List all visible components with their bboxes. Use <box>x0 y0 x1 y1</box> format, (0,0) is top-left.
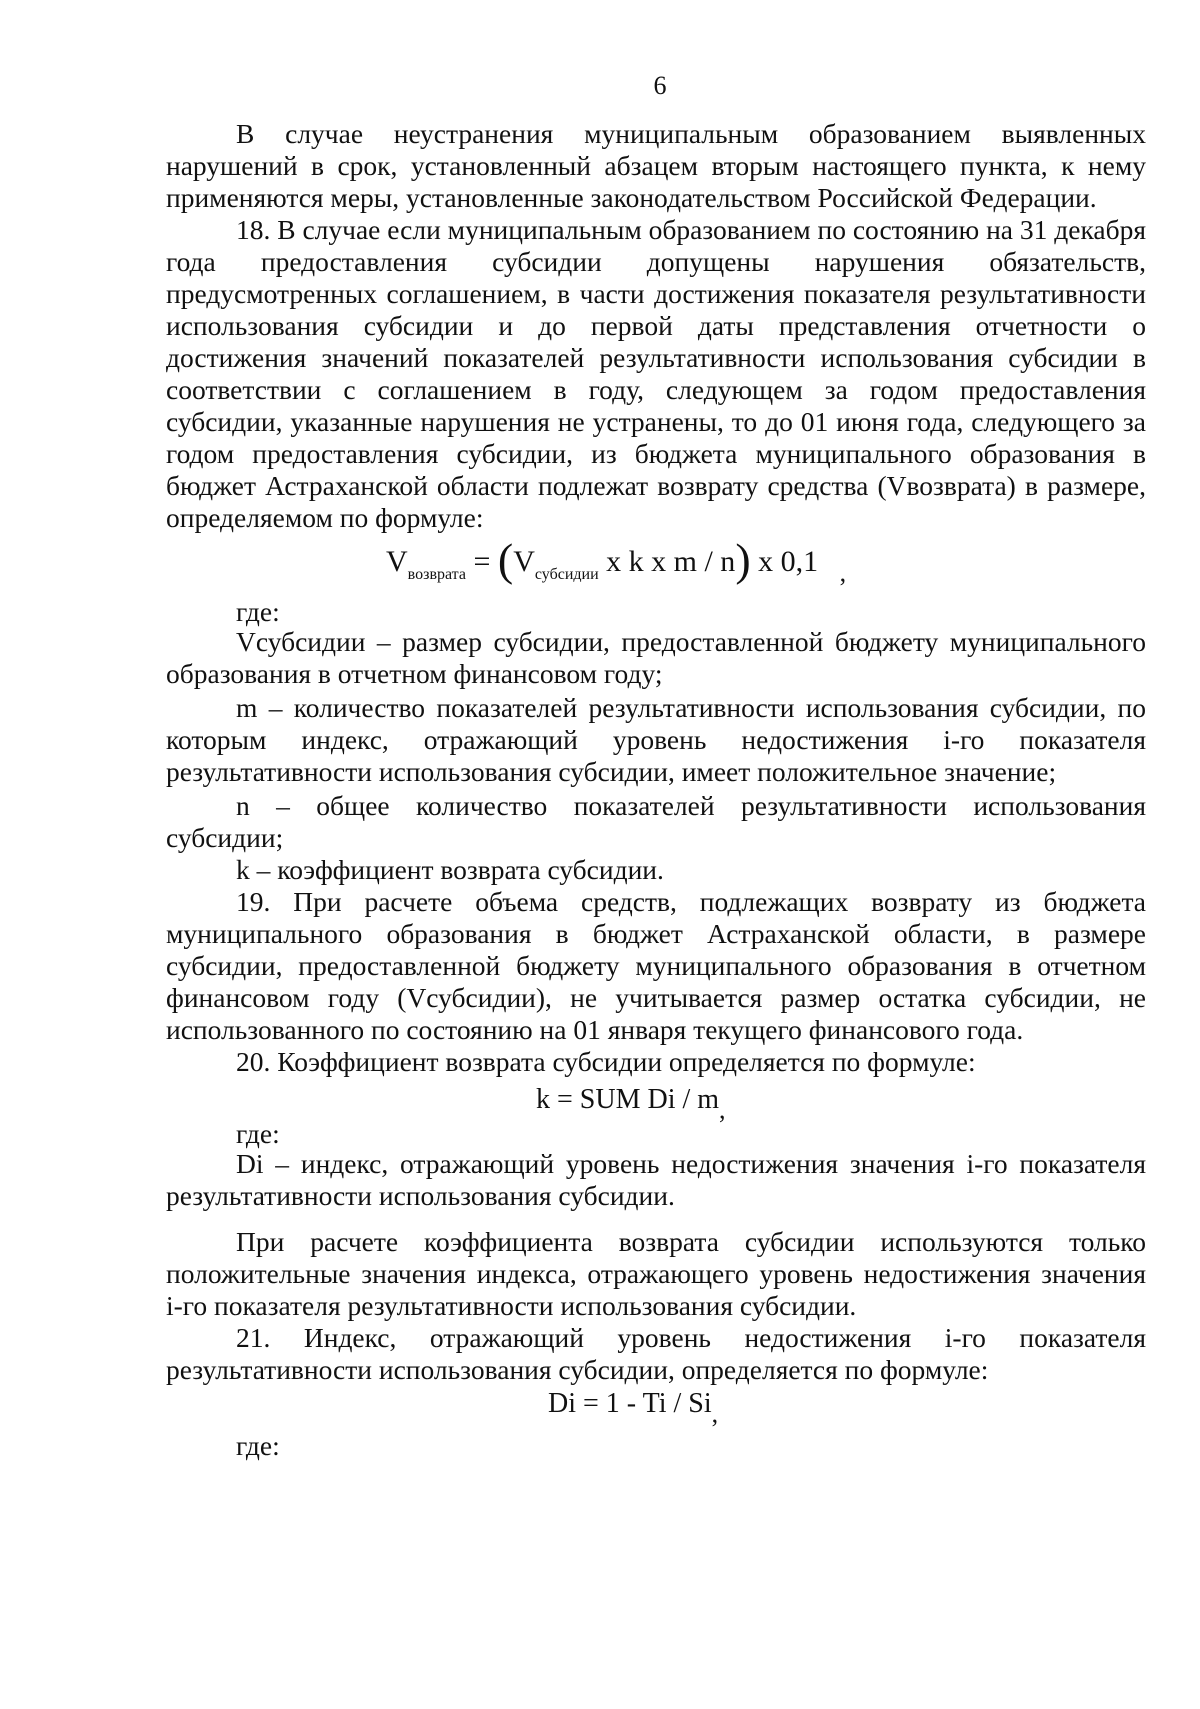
formula-tail: x 0,1 <box>758 545 819 578</box>
text-block-1 <box>166 118 1146 534</box>
paragraph-21: 21. Индекс, отражающий уровень недостижения i-го показателя результативности использования субсидии, определяется по формуле: <box>166 1322 1146 1385</box>
formula-equals: = <box>473 545 491 578</box>
paragraph-20: 20. Коэффициент возврата субсидии определяется по формуле: <box>236 1046 976 1077</box>
formula-di <box>548 1388 719 1428</box>
formula-subscript: возврата <box>407 566 466 583</box>
formula-k <box>536 1084 726 1124</box>
where-label: где: <box>236 596 280 627</box>
paragraph: В случае неустранения муниципальным образованием выявленных нарушений в срок, установленный абзацем вторым настоящего пункта, к нему применяются меры, установленные законодательством Российской Федерации. <box>166 118 1146 213</box>
paragraph-18: 18. В случае если муниципальным образованием по состоянию на 31 декабря года предоставления субсидии допущены нарушения обязательств, предусмотренных соглашением, в части достижения показателя результативности использования субсидии и до первой даты представления отчетности о достижения значений показателей результативности использования субсидии в соответствии с соглашением в году, следующем за годом предоставления субсидии, указанные нарушения не устранены, то до 01 июня года, следующего за годом предоставления субсидии, из бюджета муниципального образования в бюджет Астраханской области подлежат возврату средства (Vвозврата) в размере, определяемом по формуле: <box>166 214 1146 533</box>
page-number: 6 <box>653 71 667 100</box>
formula-v-return <box>386 534 847 587</box>
text-block-3 <box>166 1148 1146 1386</box>
formula-symbol: V <box>386 545 408 578</box>
formula-subscript: субсидии <box>534 566 599 583</box>
formula-comma: , <box>711 1399 719 1428</box>
definition-di: Di – индекс, отражающий уровень недостижения значения i-го показателя результативности использования субсидии. <box>166 1148 1146 1211</box>
formula-open-paren: ( <box>497 534 514 585</box>
definition-n: n – общее количество показателей результативности использования субсидии; <box>166 790 1146 853</box>
paragraph-coefficient: При расчете коэффициента возврата субсидии используются только положительные значения индекса, отражающего уровень недостижения значения i-го показателя результативности использования субсидии. <box>166 1226 1146 1321</box>
text-block-2 <box>166 626 1146 1078</box>
formula-expression: k = SUM Di / m <box>536 1084 720 1115</box>
formula-symbol: V <box>513 545 535 578</box>
paragraph-19: 19. При расчете объема средств, подлежащих возврату из бюджета муниципального образования в бюджет Астраханской области, в размере субсидии, предоставленной бюджету муниципального образования в отчетном финансовом году (Vсубсидии), не учитывается размер остатка субсидии, не использованного по состоянию на 01 января текущего финансового года. <box>166 886 1146 1045</box>
definition-m: m – количество показателей результативности использования субсидии, по которым индекс, отражающий уровень недостижения i-го показателя результативности использования субсидии, имеет положительное значение; <box>166 692 1146 787</box>
definition-k: k – коэффициент возврата субсидии. <box>236 854 664 885</box>
formula-close-paren: ) <box>735 534 751 585</box>
formula-comma: , <box>719 1095 726 1124</box>
formula-expression: x k x m / n <box>606 545 736 578</box>
where-label: где: <box>236 1430 280 1461</box>
formula-comma: , <box>839 558 847 587</box>
definition-v-subsidy: Vсубсидии – размер субсидии, предоставленной бюджету муниципального образования в отчетном финансовом году; <box>166 626 1146 689</box>
where-label: где: <box>236 1118 280 1149</box>
formula-expression: Di = 1 - Ti / Si <box>548 1388 712 1419</box>
